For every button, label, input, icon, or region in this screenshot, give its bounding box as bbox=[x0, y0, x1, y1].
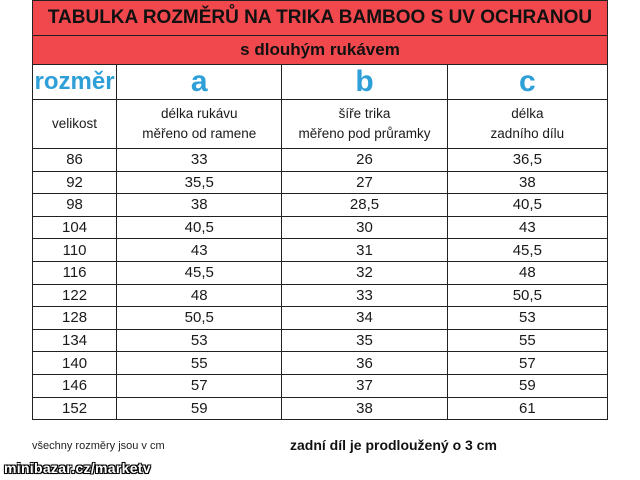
cell-a: 35,5 bbox=[117, 171, 282, 194]
cell-b: 37 bbox=[282, 374, 447, 397]
cell-a: 55 bbox=[117, 352, 282, 375]
cell-b: 35 bbox=[282, 329, 447, 352]
cell-c: 50,5 bbox=[447, 284, 607, 307]
cell-size: 146 bbox=[33, 374, 117, 397]
cell-size: 140 bbox=[33, 352, 117, 375]
cell-a: 38 bbox=[117, 194, 282, 217]
table-title: TABULKA ROZMĚRŮ NA TRIKA BAMBOO S UV OCHRANOU bbox=[33, 1, 608, 36]
header-size: velikost bbox=[33, 100, 117, 149]
dimension-letter-a: a bbox=[117, 65, 282, 100]
cell-a: 53 bbox=[117, 329, 282, 352]
cell-a: 59 bbox=[117, 397, 282, 420]
cell-size: 86 bbox=[33, 149, 117, 172]
cell-a: 57 bbox=[117, 374, 282, 397]
cell-b: 34 bbox=[282, 307, 447, 330]
table-row bbox=[33, 352, 608, 375]
header-c-line2: zadního dílu bbox=[490, 126, 565, 141]
cell-c: 40,5 bbox=[447, 194, 607, 217]
header-back-length bbox=[447, 100, 607, 149]
cell-c: 45,5 bbox=[447, 239, 607, 262]
cell-b: 28,5 bbox=[282, 194, 447, 217]
watermark-text: minibazar.cz/marketv bbox=[4, 460, 151, 476]
table-row bbox=[33, 397, 608, 420]
table-row bbox=[33, 374, 608, 397]
cell-b: 33 bbox=[282, 284, 447, 307]
cell-b: 31 bbox=[282, 239, 447, 262]
table-row bbox=[33, 216, 608, 239]
cell-a: 33 bbox=[117, 149, 282, 172]
cell-size: 98 bbox=[33, 194, 117, 217]
dimension-letter-b: b bbox=[282, 65, 447, 100]
table-row bbox=[33, 284, 608, 307]
cell-b: 32 bbox=[282, 261, 447, 284]
table-subtitle: s dlouhým rukávem bbox=[33, 36, 608, 65]
cell-b: 38 bbox=[282, 397, 447, 420]
header-b-line2: měřeno pod průramky bbox=[298, 126, 431, 141]
cell-c: 57 bbox=[447, 352, 607, 375]
header-a-line2: měřeno od ramene bbox=[142, 126, 257, 141]
cell-c: 48 bbox=[447, 261, 607, 284]
cell-b: 26 bbox=[282, 149, 447, 172]
cell-a: 43 bbox=[117, 239, 282, 262]
dimension-label: rozměr bbox=[33, 65, 117, 100]
cell-size: 104 bbox=[33, 216, 117, 239]
cell-a: 45,5 bbox=[117, 261, 282, 284]
header-a-line1: délka rukávu bbox=[160, 106, 238, 121]
cell-b: 30 bbox=[282, 216, 447, 239]
cell-a: 48 bbox=[117, 284, 282, 307]
cell-size: 122 bbox=[33, 284, 117, 307]
cell-size: 128 bbox=[33, 307, 117, 330]
cell-size: 92 bbox=[33, 171, 117, 194]
units-note: všechny rozměry jsou v cm bbox=[32, 440, 165, 452]
cell-c: 61 bbox=[447, 397, 607, 420]
back-extension-note: zadní díl je prodloužený o 3 cm bbox=[290, 437, 497, 453]
header-b-line1: šíře trika bbox=[338, 106, 391, 121]
cell-c: 59 bbox=[447, 374, 607, 397]
cell-c: 55 bbox=[447, 329, 607, 352]
cell-c: 53 bbox=[447, 307, 607, 330]
cell-size: 110 bbox=[33, 239, 117, 262]
cell-c: 43 bbox=[447, 216, 607, 239]
header-c-line1: délka bbox=[511, 106, 544, 121]
size-table bbox=[32, 0, 608, 420]
table-row bbox=[33, 239, 608, 262]
dimension-letter-c: c bbox=[447, 65, 607, 100]
cell-c: 38 bbox=[447, 171, 607, 194]
table-row bbox=[33, 307, 608, 330]
cell-a: 40,5 bbox=[117, 216, 282, 239]
table-row bbox=[33, 149, 608, 172]
cell-size: 152 bbox=[33, 397, 117, 420]
cell-size: 134 bbox=[33, 329, 117, 352]
table-row bbox=[33, 261, 608, 284]
header-sleeve-length bbox=[117, 100, 282, 149]
table-row bbox=[33, 194, 608, 217]
table-row bbox=[33, 329, 608, 352]
cell-b: 27 bbox=[282, 171, 447, 194]
header-shirt-width bbox=[282, 100, 447, 149]
cell-size: 116 bbox=[33, 261, 117, 284]
cell-b: 36 bbox=[282, 352, 447, 375]
cell-c: 36,5 bbox=[447, 149, 607, 172]
cell-a: 50,5 bbox=[117, 307, 282, 330]
table-row bbox=[33, 171, 608, 194]
